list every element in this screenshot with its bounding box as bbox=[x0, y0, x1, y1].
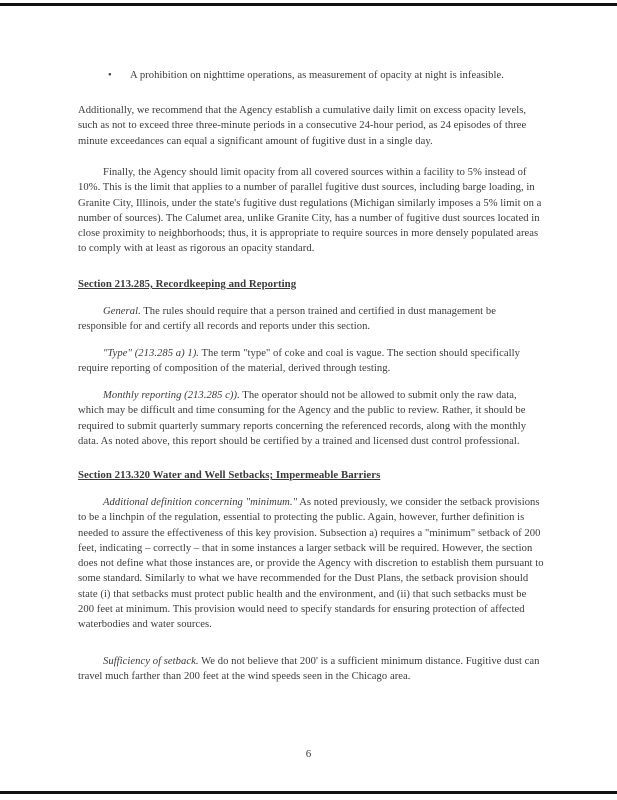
section-heading-recordkeeping: Section 213.285, Recordkeeping and Reporting bbox=[78, 278, 297, 290]
page-number: 6 bbox=[305, 748, 312, 760]
bullet-text: A prohibition on nighttime operations, as measurement of opacity at night is infeasible. bbox=[130, 70, 504, 81]
paragraph-body: The rules should require that a person trained and certified in dust management be responsible for and certify all records and reports under this section. bbox=[78, 306, 496, 333]
paragraph-label: Sufficiency of setback. bbox=[103, 656, 199, 667]
paragraph-type bbox=[78, 346, 544, 377]
paragraph-label: General. bbox=[103, 306, 141, 317]
paragraph-label: "Type" (213.285 a) 1). bbox=[103, 348, 200, 359]
paragraph-opacity-limit: Finally, the Agency should limit opacity from all covered sources within a facility to 5% instead of 10%. This is the limit that applies to a number of parallel fugitive dust sources, including barge loading, in Granite City, Illinois, under the state's fugitive dust regulations (Michigan similarly imposes a 5% limit on a number of sources). The Calumet area, unlike Granite City, has a number of fugitive dust sources located in close proximity to neighborhoods; thus, it is appropriate to require sources in more densely populated areas to comply with at least as rigorous an opacity standard. bbox=[78, 167, 542, 255]
bullet-icon: • bbox=[108, 70, 112, 81]
paragraph-body: The operator should not be allowed to submit only the raw data, which may be difficult and time consuming for the Agency and the public to review. Rather, it should be required to submit quarterly summary reports concerning the referenced records, along with the monthly data. As noted above, this report should be certified by a trained and licensed dust control professional. bbox=[78, 390, 527, 447]
paragraph-body: As noted previously, we consider the setback provisions to be a linchpin of the regulation, essential to protecting the public. Again, however, further definition is needed to assure the effectiveness of this key provision. Subsection a) requires a "minimum" setback of 200 feet, indicating – correctly – that in some instances a larger setback will be required. However, the section does not define what those instances are, or provide the Agency with discretion to establish them pursuant to some standard. Similarly to what we have recommended for the Dust Plans, the setback provision should state (i) that setbacks must protect public health and the environment, and (ii) that such setbacks must be 200 feet at minimum. This provision would need to specify standards for ensuring protection of affected waterbodies and water sources. bbox=[78, 497, 544, 631]
paragraph-label: Monthly reporting (213.285 c)). bbox=[103, 390, 240, 401]
paragraph-daily-limit: Additionally, we recommend that the Agency establish a cumulative daily limit on excess opacity levels, such as not to exceed three three-minute periods in a consecutive 24-hour period, as 24 episodes of three minute exceedances can equal a significant amount of fugitive dust in a single day. bbox=[78, 105, 527, 147]
paragraph-body: The term "type" of coke and coal is vague. The section should specifically require reporting of composition of the material, derived through testing. bbox=[78, 348, 520, 375]
bottom-border-rule bbox=[0, 791, 617, 794]
paragraph-body: We do not believe that 200' is a sufficient minimum distance. Fugitive dust can travel much farther than 200 feet at the wind speeds seen in the Chicago area. bbox=[78, 656, 540, 683]
section-heading-setbacks: Section 213.320 Water and Well Setbacks; Impermeable Barriers bbox=[78, 469, 381, 481]
paragraph-general bbox=[78, 304, 544, 335]
paragraph-setback-sufficiency bbox=[78, 654, 544, 685]
paragraph-monthly-reporting bbox=[78, 388, 544, 449]
paragraph-label: Additional definition concerning "minimum." bbox=[103, 497, 298, 508]
paragraph-minimum-definition bbox=[78, 495, 544, 633]
top-border-rule bbox=[0, 3, 617, 6]
